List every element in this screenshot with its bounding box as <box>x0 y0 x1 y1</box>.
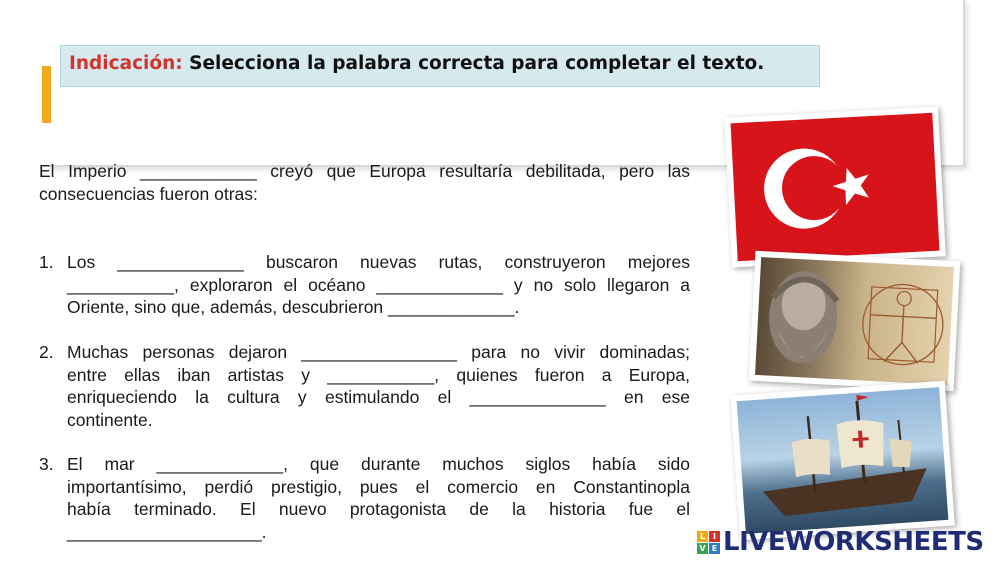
intro-paragraph <box>39 160 690 205</box>
item-line: El mar _____________, que durante muchos siglos había sido <box>67 454 690 474</box>
intro-line: consecuencias fueron otras: <box>39 183 258 204</box>
item-line: enriqueciendo la cultura y estimulando el ______________ en ese <box>67 387 690 407</box>
item-number: 3. <box>39 454 54 474</box>
item-line: ___________, exploraron el océano _____________ y no solo llegaron a <box>67 274 690 295</box>
item-number: 2. <box>39 342 54 362</box>
item-line: entre ellas iban artistas y ___________, quienes fueron a Europa, <box>67 364 690 385</box>
list-item <box>39 453 690 543</box>
item-line: continente. <box>67 409 153 430</box>
list-item <box>39 341 690 431</box>
crescent-star-icon <box>731 113 940 261</box>
item-line: Muchas personas dejaron ________________ para no vivir dominadas; <box>67 342 690 362</box>
logo-blocks: L I V E <box>697 531 720 554</box>
item-line: ____________________. <box>67 521 267 542</box>
caravel-ship-image <box>730 381 955 541</box>
item-line: Los _____________ buscaron nuevas rutas, construyeron mejores <box>67 252 690 272</box>
portrait-vitruvian-icon <box>755 257 954 385</box>
caravel-icon <box>737 387 949 534</box>
item-line: Oriente, sino que, además, descubrieron _____________. <box>67 297 520 317</box>
liveworksheets-logo <box>697 527 984 557</box>
item-line: había terminado. El nuevo protagonista de la historia fue el <box>67 499 690 519</box>
turkish-flag-image <box>724 107 946 268</box>
instruction-banner <box>60 45 820 87</box>
leonardo-davinci-image <box>749 251 961 392</box>
instruction-text: Selecciona la palabra correcta para completar el texto. <box>189 53 765 74</box>
intro-line: El Imperio ____________ creyó que Europa resultaría debilitada, pero las <box>39 161 690 181</box>
accent-bar <box>42 66 51 123</box>
instruction-label: Indicación: <box>69 53 183 74</box>
logo-wordmark: LIVEWORKSHEETS <box>723 527 984 557</box>
item-line: importantísimo, perdió prestigio, pues el comercio en Constantinopla <box>67 476 690 497</box>
list-item <box>39 251 690 319</box>
item-number: 1. <box>39 252 54 272</box>
